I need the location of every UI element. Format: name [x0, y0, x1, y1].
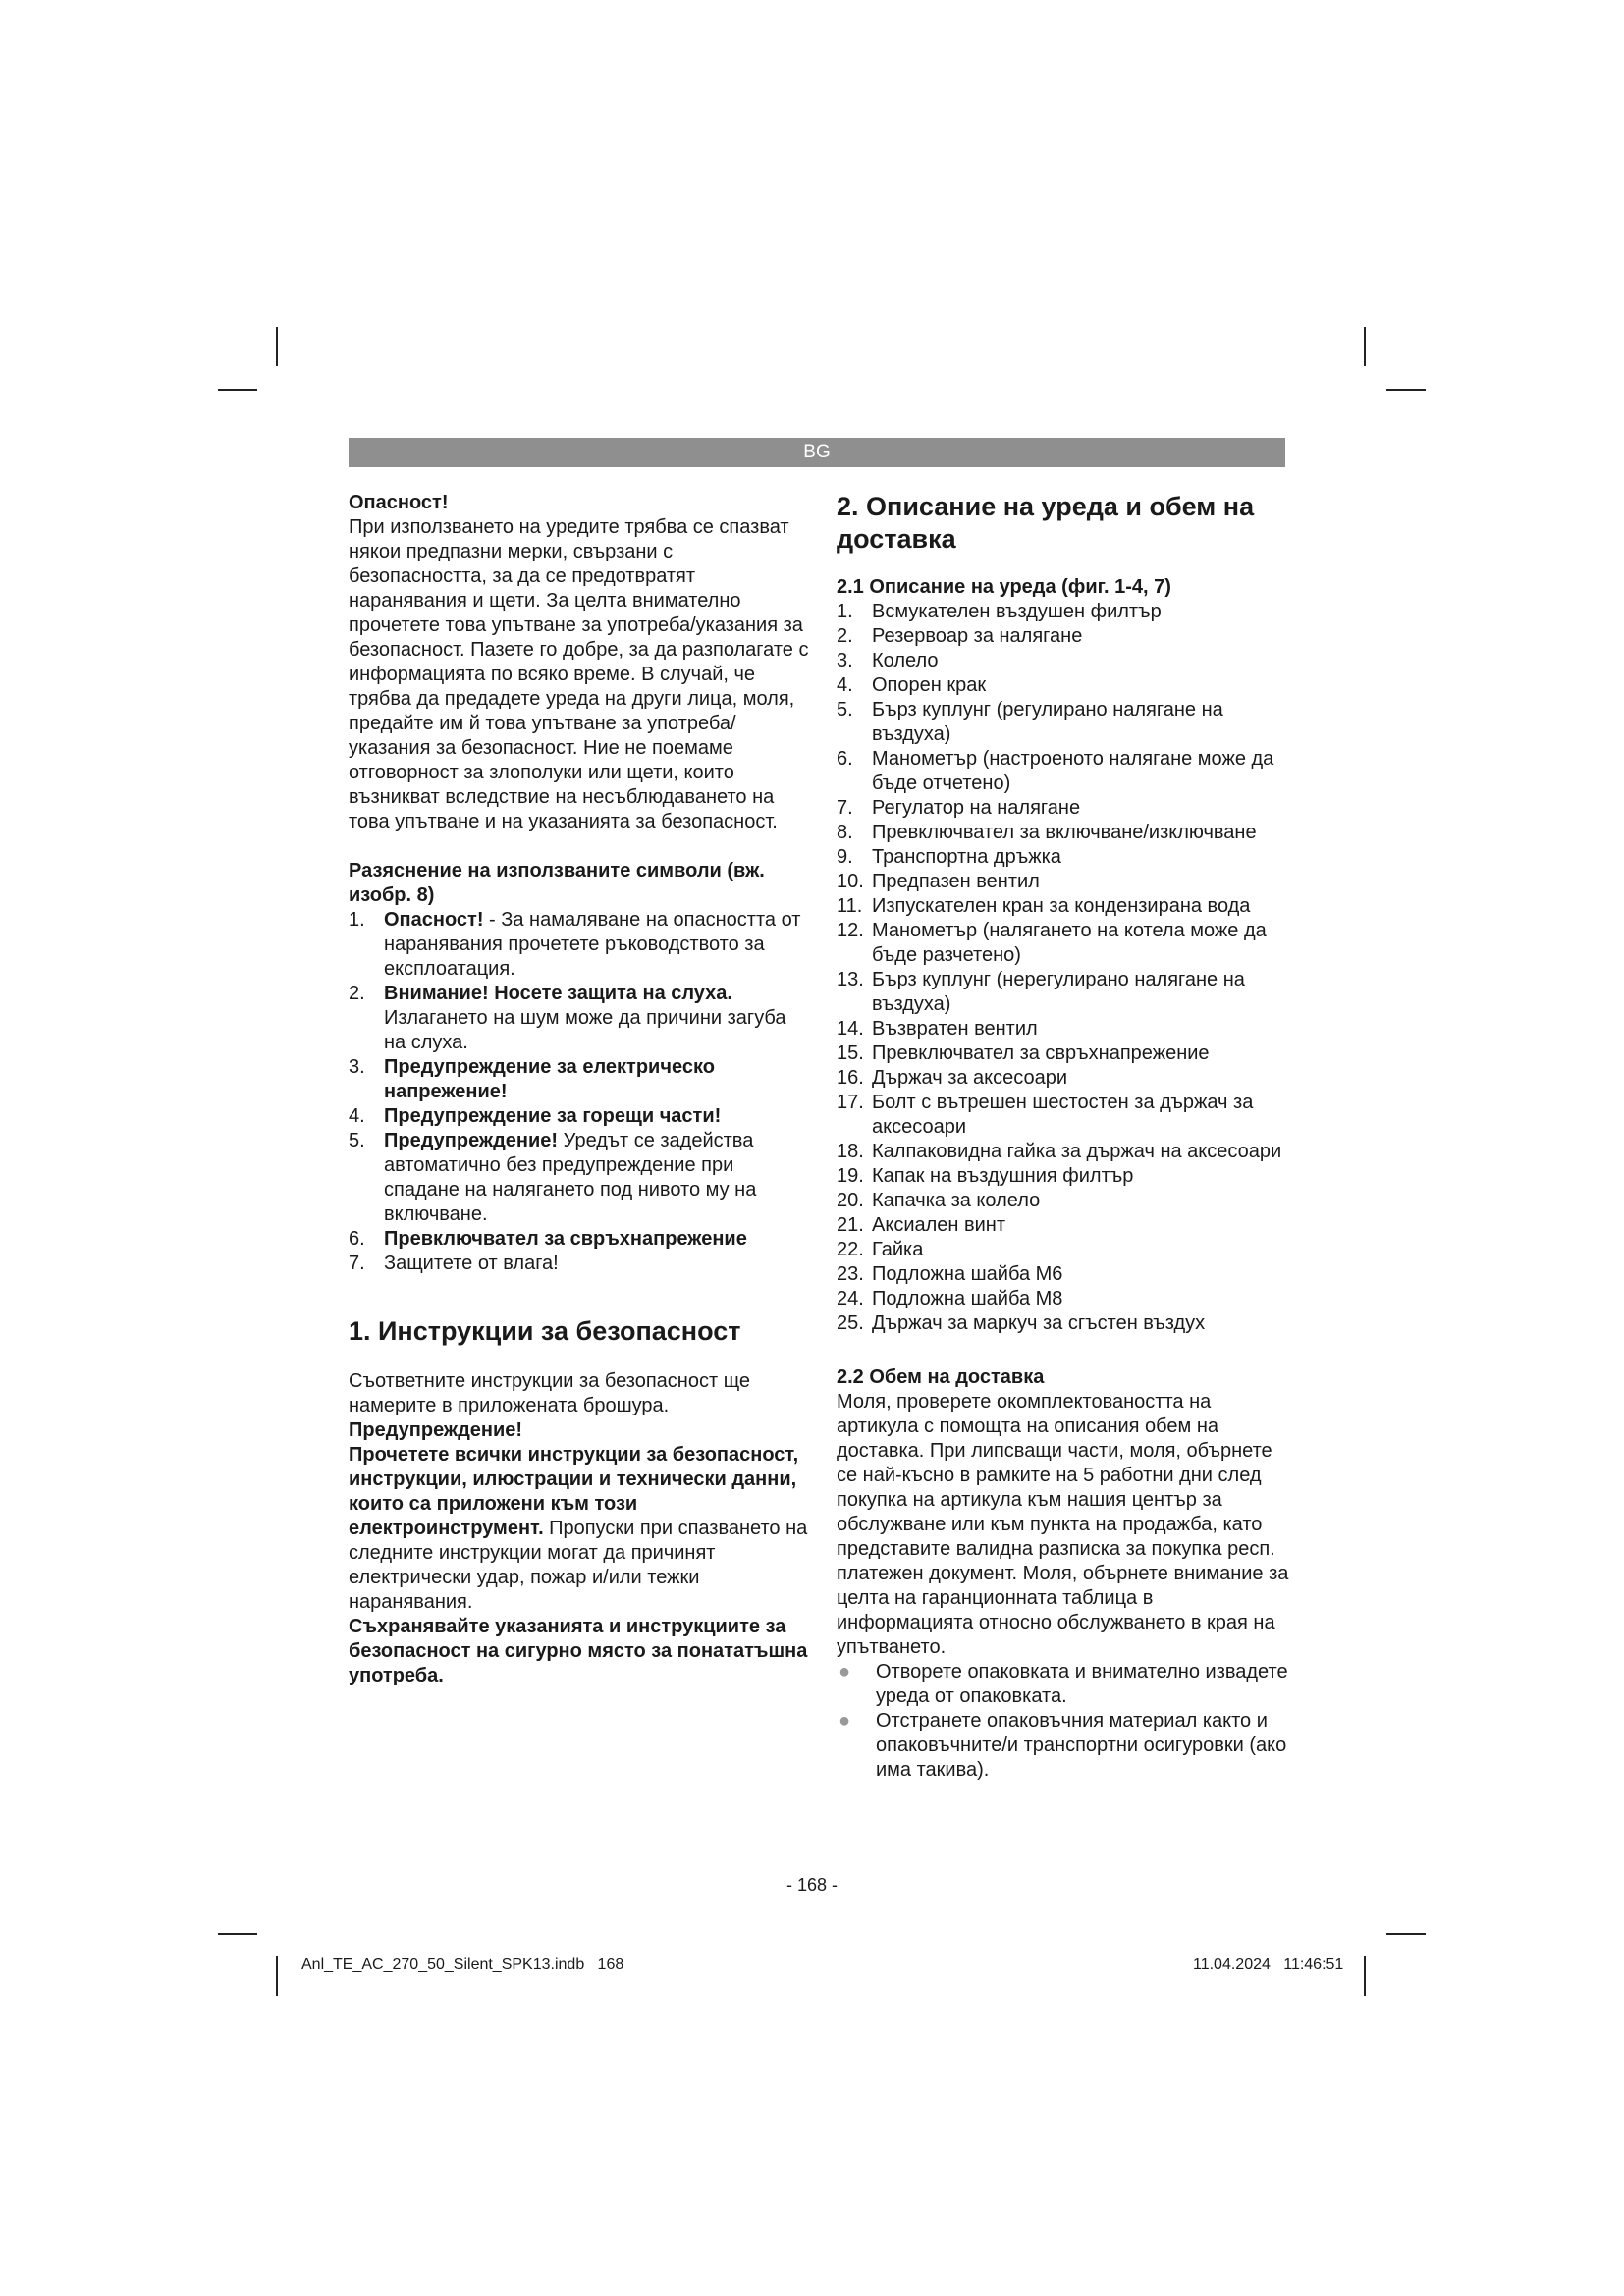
safety-paragraph-2: Прочетете всички инструкции за безопасност, инструкции, илюстрации и технически данни, които са приложени към този електроинструмент. Пропуски при спазването на следните инструкции могат да причинят електрически удар, пожар и/или тежки наранявания.: [349, 1444, 808, 1613]
subsection-2-1-title: 2.1 Описание на уреда (фиг. 1-4, 7): [837, 576, 1171, 598]
danger-title: Опасност!: [349, 492, 449, 513]
list-item: 6. Превключвател за свръхнапрежение: [349, 1228, 747, 1250]
safety-paragraph-3: Съхранявайте указанията и инструкциите за безопасност на сигурно място за понататъшна употреба.: [349, 1616, 808, 1686]
section-1-title: 1. Инструкции за безопасност: [349, 1316, 741, 1346]
bullet-icon: ●: [839, 1710, 851, 1732]
list-item: 7. Защитете от влага!: [349, 1253, 559, 1274]
list-item: 2. Внимание! Носете защита на слуха. Излагането на шум може да причини загуба на слуха.: [349, 983, 786, 1053]
list-item: 7. Регулатор на налягане: [837, 797, 1081, 819]
danger-text: При използването на уредите трябва се спазват някои предпазни мерки, свързани с безопасността, за да се предотвратят наранявания и щети. За целта внимателно прочетете това упътване за употреба/указания за безопасност. Пазете го добре, за да разполагате с информацията по всяко време. В случай, че трябва да предадете уреда на други лица, моля, предайте им й това упътване за употреба/указания за безопасност. Ние не поемаме отговорност за злополуки или щети, които възникват вследствие на несъблюдаването на това упътване и на указанията за безопасност.: [349, 516, 809, 832]
safety-paragraph-1: Съответните инструкции за безопасност ще намерите в приложената брошура.: [349, 1370, 751, 1416]
list-item: 24. Подложна шайба M8: [837, 1288, 1063, 1309]
list-item: 22. Гайка: [837, 1239, 924, 1260]
list-item: 18. Калпаковидна гайка за държач на аксесоари: [837, 1141, 1282, 1162]
list-item: 5. Предупреждение! Уредът се задейства автоматично без предупреждение при спадане на налягането под нивото му на включване.: [349, 1130, 757, 1225]
crop-mark: [1364, 327, 1366, 366]
right-column: [837, 491, 1290, 1783]
crop-mark: [1386, 1933, 1426, 1935]
list-item: 5. Бърз куплунг (регулирано налягане на въздуха): [837, 699, 1223, 745]
list-item: 8. Превключвател за включване/изключване: [837, 822, 1257, 843]
symbols-title: Разяснение на използваните символи (вж. изобр. 8): [349, 860, 765, 906]
parts-list: [837, 600, 1290, 1336]
list-item: 12. Манометър (налягането на котела може да бъде разчетено): [837, 920, 1267, 966]
list-item: 17. Болт с вътрешен шестостен за държач за аксесоари: [837, 1092, 1254, 1138]
list-item: 1. Опасност! - За намаляване на опасността от наранявания прочетете ръководството за експлоатация.: [349, 909, 801, 980]
symbols-list: [349, 908, 810, 1276]
section-2-title: 2. Описание на уреда и обем на доставка: [837, 492, 1255, 554]
crop-mark: [218, 389, 257, 391]
list-item: 14. Възвратен вентил: [837, 1018, 1038, 1040]
list-item: 4. Опорен крак: [837, 674, 987, 696]
crop-mark: [1386, 389, 1426, 391]
list-item: 1. Всмукателен въздушен филтър: [837, 601, 1162, 622]
language-code: BG: [803, 442, 831, 462]
list-item: 2. Резервоар за налягане: [837, 625, 1083, 647]
crop-mark: [276, 327, 278, 366]
list-item: 3. Предупреждение за електрическо напрежение!: [349, 1056, 715, 1102]
list-item: 9. Транспортна дръжка: [837, 846, 1061, 868]
language-header-bar: [349, 438, 1285, 467]
file-slug: Anl_TE_AC_270_50_Silent_SPK13.indb 168: [301, 1956, 624, 1973]
list-item: 20. Капачка за колело: [837, 1190, 1041, 1211]
list-item: 13. Бърз куплунг (нерегулирано налягане на въздуха): [837, 969, 1245, 1015]
crop-mark: [276, 1956, 278, 1996]
list-item: 19. Капак на въздушния филтър: [837, 1165, 1134, 1187]
subsection-2-2-title: 2.2 Обем на доставка: [837, 1366, 1045, 1388]
crop-mark: [218, 1933, 257, 1935]
list-item: 25. Държач за маркуч за сгъстен въздух: [837, 1312, 1206, 1334]
list-item: 23. Подложна шайба M6: [837, 1263, 1063, 1285]
delivery-bullets: [837, 1660, 1290, 1783]
warning-label: Предупреждение!: [349, 1419, 523, 1441]
left-column: [349, 491, 810, 1688]
list-item: 4. Предупреждение за горещи части!: [349, 1105, 722, 1127]
list-item: 16. Държач за аксесоари: [837, 1067, 1068, 1089]
bullet-icon: ●: [839, 1661, 851, 1682]
timestamp-slug: 11.04.2024 11:46:51: [1193, 1956, 1344, 1973]
list-item: 11. Изпускателен кран за кондензирана вода: [837, 895, 1251, 917]
delivery-text: Моля, проверете окомплектоваността на артикула с помощта на описания обем на доставка. При липсващи части, моля, обърнете се най-късно в рамките на 5 работни дни след покупка на артикула към нашия център за обслужване или към пункта на продажба, като представите валидна разписка за покупка респ. платежен документ. Моля, обърнете внимание за целта на гаранционната таблица в информацията относно обслужването в края на упътването.: [837, 1391, 1289, 1658]
crop-mark: [1364, 1956, 1366, 1996]
list-item: 21. Аксиален винт: [837, 1214, 1006, 1236]
list-item: 15. Превключвател за свръхнапрежение: [837, 1042, 1210, 1064]
list-item: 10. Предпазен вентил: [837, 871, 1040, 892]
list-item: 3. Колело: [837, 650, 939, 671]
list-item: ● Отстранете опаковъчния материал както и опаковъчните/и транспортни осигуровки (ако има такива).: [839, 1710, 1287, 1781]
list-item: 6. Манометър (настроеното налягане може да бъде отчетено): [837, 748, 1274, 794]
page-number: - 168 -: [785, 1875, 839, 1895]
list-item: ● Отворете опаковката и внимателно извадете уреда от опаковката.: [839, 1661, 1288, 1707]
